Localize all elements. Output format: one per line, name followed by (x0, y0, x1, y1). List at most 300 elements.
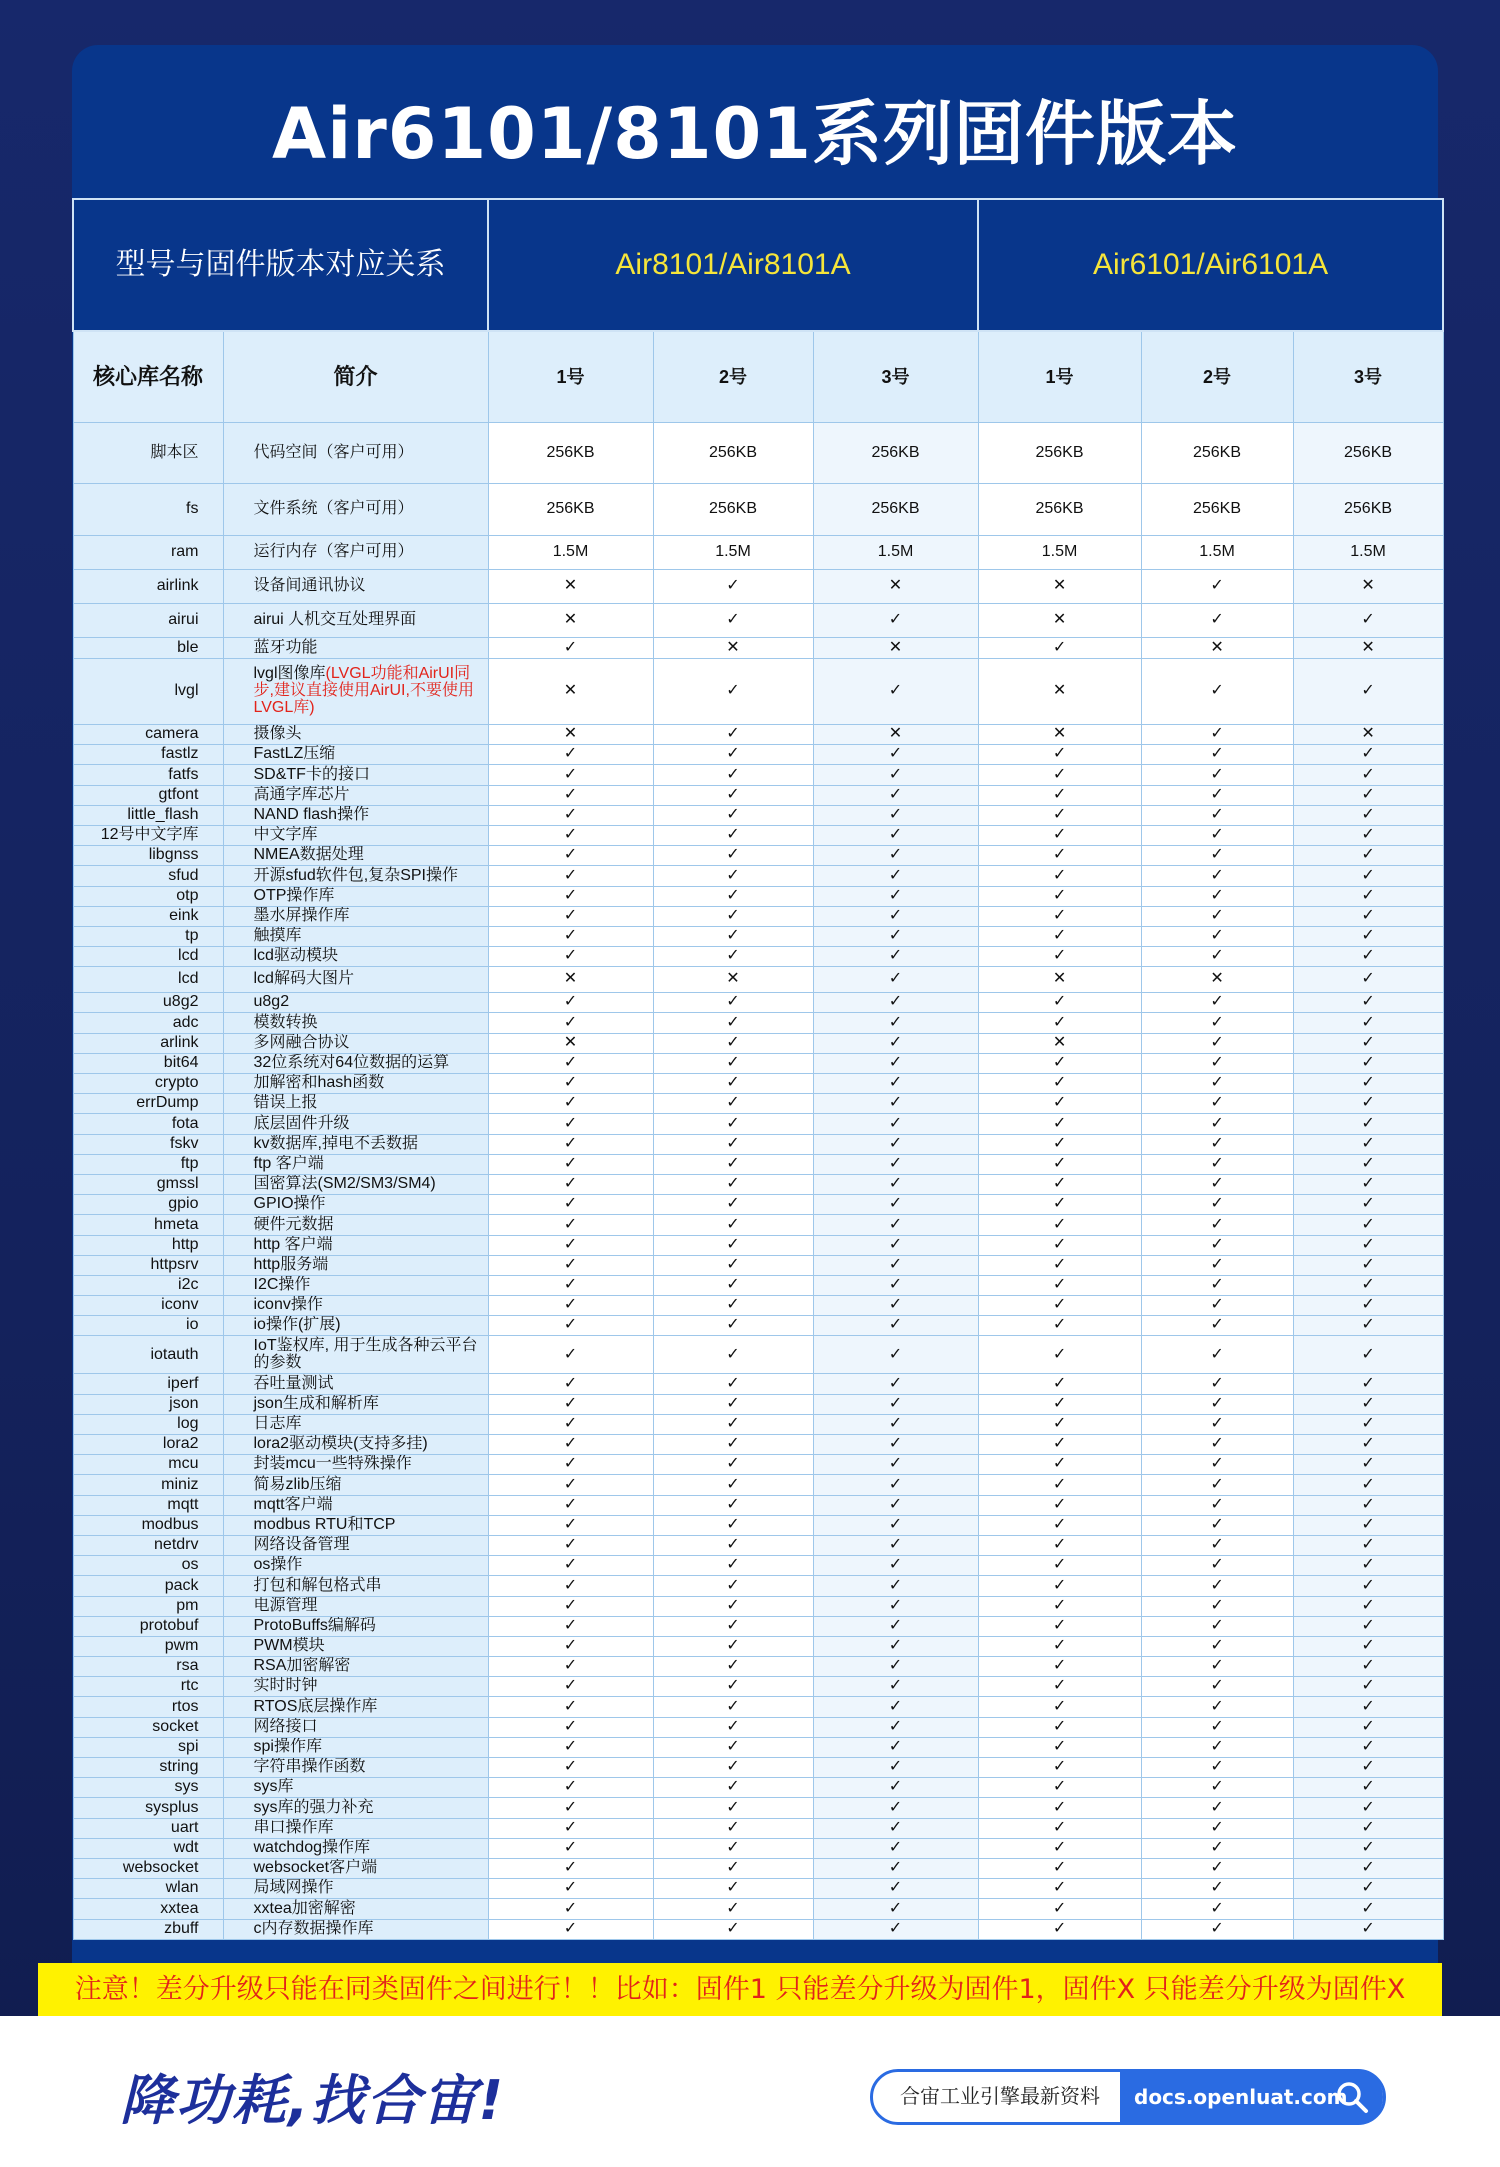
supported-check: ✓ (653, 805, 813, 825)
lib-desc (223, 536, 488, 570)
lib-desc (223, 1374, 488, 1394)
supported-check: ✓ (978, 1818, 1141, 1838)
supported-check: ✓ (653, 1475, 813, 1495)
supported-check: ✓ (1293, 1737, 1443, 1757)
lib-desc (223, 484, 488, 536)
model-group-6101: Air6101/Air6101A (978, 199, 1443, 331)
supported-check: ✓ (653, 1616, 813, 1636)
supported-check: ✓ (653, 1858, 813, 1878)
lib-desc-text: 多网融合协议 (253, 1033, 350, 1051)
supported-check: ✓ (488, 1798, 653, 1818)
supported-check: ✓ (653, 1033, 813, 1053)
lib-name: netdrv (73, 1535, 223, 1555)
table-row (73, 1616, 1443, 1636)
lib-desc (223, 1879, 488, 1899)
unsupported-cross: ✕ (1293, 638, 1443, 659)
supported-check: ✓ (978, 1174, 1141, 1194)
supported-check: ✓ (488, 1838, 653, 1858)
supported-check: ✓ (1293, 1114, 1443, 1134)
capacity-value: 1.5M (488, 536, 653, 570)
supported-check: ✓ (978, 1235, 1141, 1255)
unsupported-cross: ✕ (813, 725, 978, 745)
supported-check: ✓ (1141, 886, 1293, 906)
supported-check: ✓ (1293, 1475, 1443, 1495)
lib-desc (223, 725, 488, 745)
lib-desc (223, 1515, 488, 1535)
lib-desc-text: mqtt客户端 (253, 1495, 333, 1513)
supported-check: ✓ (1141, 785, 1293, 805)
supported-check: ✓ (978, 1858, 1141, 1878)
lib-desc (223, 1737, 488, 1757)
supported-check: ✓ (653, 1879, 813, 1899)
capacity-value: 256KB (488, 484, 653, 536)
lib-desc (223, 1033, 488, 1053)
supported-check: ✓ (488, 825, 653, 845)
supported-check: ✓ (1141, 1798, 1293, 1818)
lib-desc-text: 日志库 (253, 1415, 302, 1432)
lib-name: httpsrv (73, 1255, 223, 1275)
supported-check: ✓ (1293, 846, 1443, 866)
supported-check: ✓ (978, 1053, 1141, 1073)
supported-check: ✓ (488, 1174, 653, 1194)
lib-name: gpio (73, 1195, 223, 1215)
supported-check: ✓ (653, 1556, 813, 1576)
supported-check: ✓ (1293, 1174, 1443, 1194)
lib-name: eink (73, 906, 223, 926)
supported-check: ✓ (1141, 1154, 1293, 1174)
table-row (73, 1798, 1443, 1818)
table-row (73, 1879, 1443, 1899)
supported-check: ✓ (1293, 1033, 1443, 1053)
supported-check: ✓ (1141, 1255, 1293, 1275)
lib-name: os (73, 1556, 223, 1576)
lib-desc-text: u8g2 (253, 993, 290, 1011)
supported-check: ✓ (1141, 1697, 1293, 1717)
lib-desc (223, 1858, 488, 1878)
supported-check: ✓ (653, 1838, 813, 1858)
supported-check: ✓ (978, 1215, 1141, 1235)
supported-check: ✓ (488, 1475, 653, 1495)
lib-desc-text: SD&TF卡的接口 (253, 765, 370, 783)
supported-check: ✓ (1293, 1556, 1443, 1576)
lib-desc-text: 模数转换 (253, 1013, 318, 1031)
unsupported-cross: ✕ (978, 659, 1141, 725)
supported-check: ✓ (653, 659, 813, 725)
supported-check: ✓ (488, 1636, 653, 1656)
lib-desc-text: RSA加密解密 (253, 1657, 351, 1675)
supported-check: ✓ (488, 1235, 653, 1255)
supported-check: ✓ (488, 1134, 653, 1154)
supported-check: ✓ (1141, 1919, 1293, 1939)
supported-check: ✓ (1141, 1495, 1293, 1515)
supported-check: ✓ (488, 947, 653, 967)
supported-check: ✓ (1293, 1296, 1443, 1316)
supported-check: ✓ (1293, 825, 1443, 845)
supported-check: ✓ (653, 1535, 813, 1555)
supported-check: ✓ (813, 1697, 978, 1717)
supported-check: ✓ (1141, 1657, 1293, 1677)
supported-check: ✓ (1293, 1094, 1443, 1114)
lib-name: sys (73, 1778, 223, 1798)
capacity-value: 1.5M (1141, 536, 1293, 570)
capacity-value: 256KB (653, 423, 813, 484)
supported-check: ✓ (1293, 659, 1443, 725)
lib-name: miniz (73, 1475, 223, 1495)
supported-check: ✓ (1141, 805, 1293, 825)
lib-name: socket (73, 1717, 223, 1737)
lib-desc-text: ftp 客户端 (253, 1154, 324, 1172)
table-row (73, 1114, 1443, 1134)
lib-desc-text: 中文字库 (253, 826, 318, 844)
supported-check: ✓ (488, 1677, 653, 1697)
table-row (73, 1475, 1443, 1495)
supported-check: ✓ (1141, 1074, 1293, 1094)
lib-desc (223, 1697, 488, 1717)
supported-check: ✓ (488, 638, 653, 659)
table-row (73, 1556, 1443, 1576)
lib-desc-text: NAND flash操作 (253, 805, 370, 823)
supported-check: ✓ (653, 1053, 813, 1073)
lib-name: lvgl (73, 659, 223, 725)
lib-desc-text: 32位系统对64位数据的运算 (253, 1054, 450, 1071)
lib-desc-text: sys库的强力补充 (253, 1798, 374, 1816)
table-row (73, 886, 1443, 906)
supported-check: ✓ (1141, 1033, 1293, 1053)
lib-name: ble (73, 638, 223, 659)
table-row (73, 1195, 1443, 1215)
lib-desc (223, 1657, 488, 1677)
supported-check: ✓ (653, 1275, 813, 1295)
supported-check: ✓ (1293, 1374, 1443, 1394)
docs-label: 合宙工业引擎最新资料 (900, 2084, 1100, 2108)
unsupported-cross: ✕ (1141, 638, 1293, 659)
table-row (73, 866, 1443, 886)
supported-check: ✓ (978, 1455, 1141, 1475)
supported-check: ✓ (488, 1657, 653, 1677)
capacity-value: 256KB (1293, 423, 1443, 484)
supported-check: ✓ (1293, 1515, 1443, 1535)
lib-name: hmeta (73, 1215, 223, 1235)
lib-name: fatfs (73, 765, 223, 785)
supported-check: ✓ (653, 846, 813, 866)
lib-desc (223, 1798, 488, 1818)
supported-check: ✓ (1293, 604, 1443, 638)
lib-desc-text: watchdog操作库 (253, 1838, 370, 1856)
lib-desc-text: websocket客户端 (253, 1859, 378, 1877)
supported-check: ✓ (813, 765, 978, 785)
supported-check: ✓ (1293, 1919, 1443, 1939)
table-row (73, 1074, 1443, 1094)
table-row (73, 1013, 1443, 1033)
lib-desc (223, 1677, 488, 1697)
docs-url-link[interactable]: docs.openluat.com (1120, 2069, 1383, 2125)
supported-check: ✓ (1293, 1013, 1443, 1033)
supported-check: ✓ (1141, 993, 1293, 1013)
lib-name: fota (73, 1114, 223, 1134)
lib-desc-text: json生成和解析库 (253, 1394, 379, 1412)
lib-desc (223, 1535, 488, 1555)
supported-check: ✓ (1141, 1435, 1293, 1455)
supported-check: ✓ (813, 1174, 978, 1194)
table-row (73, 1576, 1443, 1596)
lib-desc-text: 字符串操作函数 (253, 1758, 366, 1776)
search-icon[interactable] (1334, 2079, 1370, 2115)
supported-check: ✓ (488, 1215, 653, 1235)
lib-desc (223, 805, 488, 825)
table-row (73, 659, 1443, 725)
supported-check: ✓ (653, 1215, 813, 1235)
supported-check: ✓ (1141, 866, 1293, 886)
supported-check: ✓ (488, 1515, 653, 1535)
supported-check: ✓ (488, 1919, 653, 1939)
supported-check: ✓ (488, 1455, 653, 1475)
lib-desc (223, 1094, 488, 1114)
lib-desc-text: 封装mcu一些特殊操作 (253, 1455, 412, 1473)
supported-check: ✓ (978, 1798, 1141, 1818)
lib-desc (223, 1758, 488, 1778)
table-row (73, 1374, 1443, 1394)
header-row-columns (73, 331, 1443, 423)
supported-check: ✓ (488, 1414, 653, 1434)
supported-check: ✓ (813, 1374, 978, 1394)
lib-desc (223, 1616, 488, 1636)
lib-desc (223, 745, 488, 765)
supported-check: ✓ (488, 1495, 653, 1515)
lib-desc (223, 1778, 488, 1798)
table-row (73, 1235, 1443, 1255)
lib-desc (223, 570, 488, 604)
supported-check: ✓ (813, 866, 978, 886)
supported-check: ✓ (1141, 1174, 1293, 1194)
table-row (73, 1154, 1443, 1174)
supported-check: ✓ (653, 725, 813, 745)
supported-check: ✓ (813, 825, 978, 845)
lib-name: camera (73, 725, 223, 745)
lib-desc-text: 代码空间（客户可用） (253, 443, 414, 461)
supported-check: ✓ (813, 947, 978, 967)
supported-check: ✓ (1141, 1838, 1293, 1858)
supported-check: ✓ (813, 1758, 978, 1778)
supported-check: ✓ (488, 1336, 653, 1374)
supported-check: ✓ (653, 1596, 813, 1616)
supported-check: ✓ (978, 1515, 1141, 1535)
supported-check: ✓ (653, 1636, 813, 1656)
table-row (73, 1296, 1443, 1316)
table-row (73, 1134, 1443, 1154)
supported-check: ✓ (488, 926, 653, 946)
unsupported-cross: ✕ (488, 1033, 653, 1053)
supported-check: ✓ (653, 926, 813, 946)
supported-check: ✓ (813, 1394, 978, 1414)
supported-check: ✓ (1293, 1316, 1443, 1336)
supported-check: ✓ (1293, 1074, 1443, 1094)
lib-desc-text: 网络接口 (253, 1717, 318, 1735)
supported-check: ✓ (488, 1435, 653, 1455)
lib-desc (223, 967, 488, 993)
lib-desc (223, 1195, 488, 1215)
slogan: 降功耗,找合宙! (120, 2069, 506, 2132)
supported-check: ✓ (1293, 1858, 1443, 1878)
lib-desc-text: xxtea加密解密 (253, 1899, 356, 1917)
lib-name: mcu (73, 1455, 223, 1475)
supported-check: ✓ (653, 1798, 813, 1818)
capacity-value: 256KB (813, 484, 978, 536)
lib-desc (223, 993, 488, 1013)
supported-check: ✓ (1141, 1737, 1293, 1757)
lib-desc (223, 866, 488, 886)
supported-check: ✓ (653, 1414, 813, 1434)
lib-desc (223, 1053, 488, 1073)
supported-check: ✓ (813, 1717, 978, 1737)
supported-check: ✓ (1141, 1316, 1293, 1336)
supported-check: ✓ (1293, 947, 1443, 967)
lib-desc-text: 摄像头 (253, 725, 302, 743)
supported-check: ✓ (813, 1798, 978, 1818)
supported-check: ✓ (653, 785, 813, 805)
supported-check: ✓ (1141, 1013, 1293, 1033)
supported-check: ✓ (488, 993, 653, 1013)
supported-check: ✓ (978, 1535, 1141, 1555)
supported-check: ✓ (488, 1717, 653, 1737)
supported-check: ✓ (1141, 745, 1293, 765)
supported-check: ✓ (1141, 1414, 1293, 1434)
supported-check: ✓ (1141, 1556, 1293, 1576)
lib-desc-text: 网络设备管理 (253, 1536, 350, 1554)
supported-check: ✓ (813, 659, 978, 725)
supported-check: ✓ (488, 1758, 653, 1778)
capacity-value: 1.5M (813, 536, 978, 570)
supported-check: ✓ (1293, 1596, 1443, 1616)
supported-check: ✓ (653, 1235, 813, 1255)
supported-check: ✓ (978, 1657, 1141, 1677)
supported-check: ✓ (653, 1899, 813, 1919)
lib-name: gtfont (73, 785, 223, 805)
supported-check: ✓ (813, 1094, 978, 1114)
lib-desc-text: kv数据库,掉电不丢数据 (253, 1134, 418, 1152)
lib-name: i2c (73, 1275, 223, 1295)
supported-check: ✓ (653, 866, 813, 886)
supported-check: ✓ (978, 1336, 1141, 1374)
supported-check: ✓ (1141, 1535, 1293, 1555)
supported-check: ✓ (488, 1374, 653, 1394)
unsupported-cross: ✕ (488, 604, 653, 638)
supported-check: ✓ (1141, 1899, 1293, 1919)
lib-desc (223, 1074, 488, 1094)
supported-check: ✓ (488, 805, 653, 825)
supported-check: ✓ (978, 638, 1141, 659)
lib-desc-text: NMEA数据处理 (253, 846, 364, 864)
table-row (73, 1596, 1443, 1616)
supported-check: ✓ (488, 906, 653, 926)
supported-check: ✓ (1141, 926, 1293, 946)
supported-check: ✓ (978, 765, 1141, 785)
supported-check: ✓ (1141, 1235, 1293, 1255)
supported-check: ✓ (653, 1576, 813, 1596)
supported-check: ✓ (1293, 785, 1443, 805)
supported-check: ✓ (1293, 1697, 1443, 1717)
supported-check: ✓ (488, 1195, 653, 1215)
supported-check: ✓ (1141, 765, 1293, 785)
lib-name: http (73, 1235, 223, 1255)
supported-check: ✓ (1141, 1879, 1293, 1899)
supported-check: ✓ (488, 1013, 653, 1033)
supported-check: ✓ (1141, 1596, 1293, 1616)
lib-desc (223, 1215, 488, 1235)
supported-check: ✓ (1293, 745, 1443, 765)
header-row-models (73, 199, 1443, 331)
lib-name: pm (73, 1596, 223, 1616)
supported-check: ✓ (1141, 1296, 1293, 1316)
lib-desc (223, 1818, 488, 1838)
table-row (73, 1316, 1443, 1336)
supported-check: ✓ (1293, 1394, 1443, 1414)
lib-name: arlink (73, 1033, 223, 1053)
supported-check: ✓ (1293, 1414, 1443, 1434)
supported-check: ✓ (653, 765, 813, 785)
lib-desc-text: http 客户端 (253, 1235, 333, 1253)
supported-check: ✓ (978, 886, 1141, 906)
supported-check: ✓ (1141, 659, 1293, 725)
table-row (73, 1495, 1443, 1515)
lib-desc (223, 1296, 488, 1316)
lib-name: crypto (73, 1074, 223, 1094)
supported-check: ✓ (653, 1154, 813, 1174)
lib-name: iconv (73, 1296, 223, 1316)
supported-check: ✓ (488, 765, 653, 785)
supported-check: ✓ (813, 1275, 978, 1295)
lib-name: fskv (73, 1134, 223, 1154)
lib-desc (223, 1134, 488, 1154)
unsupported-cross: ✕ (488, 659, 653, 725)
supported-check: ✓ (653, 906, 813, 926)
table-row (73, 805, 1443, 825)
capacity-value: 256KB (978, 484, 1141, 536)
lib-name: otp (73, 886, 223, 906)
lib-desc-text: RTOS底层操作库 (253, 1697, 378, 1715)
lib-desc (223, 1596, 488, 1616)
supported-check: ✓ (488, 1556, 653, 1576)
supported-check: ✓ (653, 1778, 813, 1798)
supported-check: ✓ (488, 1275, 653, 1295)
lib-name: adc (73, 1013, 223, 1033)
lib-desc-text: 加解密和hash函数 (253, 1074, 385, 1092)
supported-check: ✓ (1293, 1879, 1443, 1899)
lib-desc-text: sys库 (253, 1778, 294, 1796)
supported-check: ✓ (1293, 1053, 1443, 1073)
supported-check: ✓ (1293, 1576, 1443, 1596)
supported-check: ✓ (813, 1074, 978, 1094)
supported-check: ✓ (653, 1134, 813, 1154)
supported-check: ✓ (1293, 906, 1443, 926)
supported-check: ✓ (978, 1094, 1141, 1114)
table-row (73, 1535, 1443, 1555)
supported-check: ✓ (1141, 1053, 1293, 1073)
supported-check: ✓ (1141, 1275, 1293, 1295)
lib-desc-text: 底层固件升级 (253, 1114, 350, 1132)
table-row (73, 825, 1443, 845)
supported-check: ✓ (978, 1435, 1141, 1455)
lib-desc (223, 1717, 488, 1737)
supported-check: ✓ (1293, 1255, 1443, 1275)
supported-check: ✓ (488, 1296, 653, 1316)
lib-name: rtos (73, 1697, 223, 1717)
lib-name: airlink (73, 570, 223, 604)
unsupported-cross: ✕ (978, 570, 1141, 604)
lib-name: libgnss (73, 846, 223, 866)
table-row (73, 926, 1443, 946)
supported-check: ✓ (1293, 1778, 1443, 1798)
supported-check: ✓ (653, 886, 813, 906)
